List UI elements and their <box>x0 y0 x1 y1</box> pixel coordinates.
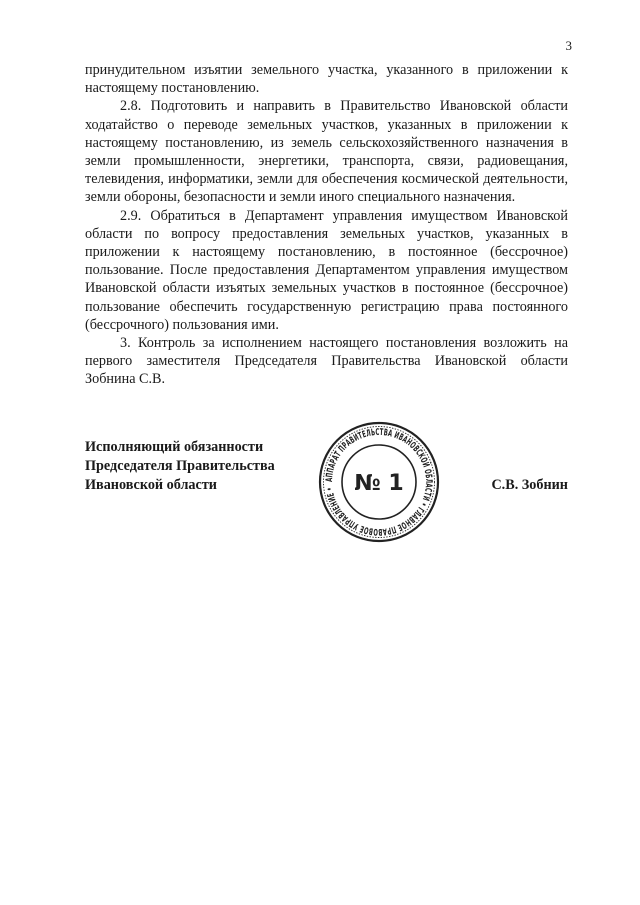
official-stamp <box>317 420 441 544</box>
paragraph-3: 3. Контроль за исполнением настоящего постановления возложить на первого заместителя Председателя Правительства Ивановской области Зобнина С.В. <box>85 335 568 388</box>
paragraph-2-8: 2.8. Подготовить и направить в Правительство Ивановской области ходатайство о переводе земельных участков, указанных в приложении к настоящему постановлению, из земель сельскохозяйственного назначения в земли промышленности, энергетики, транспорта, связи, радиовещания, телевидения, информатики, земли для обеспечения космической деятельности, земли обороны, безопасности и земли иного специального назначения. <box>85 98 568 206</box>
signatory-title-line: Председателя Правительства <box>85 458 275 474</box>
signatory-title-line: Исполняющий обязанности <box>85 439 264 455</box>
stamp-number: № 1 <box>354 471 404 496</box>
document-body <box>85 61 568 389</box>
stamp-ring-text: АППАРАТ ПРАВИТЕЛЬСТВА ИВАНОВСКОЙ ОБЛАСТИ • ГЛАВНОЕ ПРАВОВОЕ УПРАВЛЕНИЕ • <box>323 426 435 538</box>
paragraph-2-9: 2.9. Обратиться в Департамент управления имуществом Ивановской области по вопросу предоставления земельных участков, указанных в приложении к настоящему постановлению, в постоянное (бессрочное) пользование. После предоставления Департаментом управления имуществом Ивановской области изъятых земельных участков в постоянное (бессрочное) пользование обеспечить государственную регистрацию права постоянного (бессрочного) пользования ими. <box>85 207 568 333</box>
page-number: 3 <box>565 38 572 53</box>
signatory-title <box>85 438 275 495</box>
signatory-name: С.В. Зобнин <box>491 477 568 493</box>
paragraph-continuation: принудительном изъятии земельного участка, указанного в приложении к настоящему постановлению. <box>85 62 568 97</box>
signature-block <box>85 426 568 548</box>
signatory-title-line: Ивановской области <box>85 477 217 493</box>
